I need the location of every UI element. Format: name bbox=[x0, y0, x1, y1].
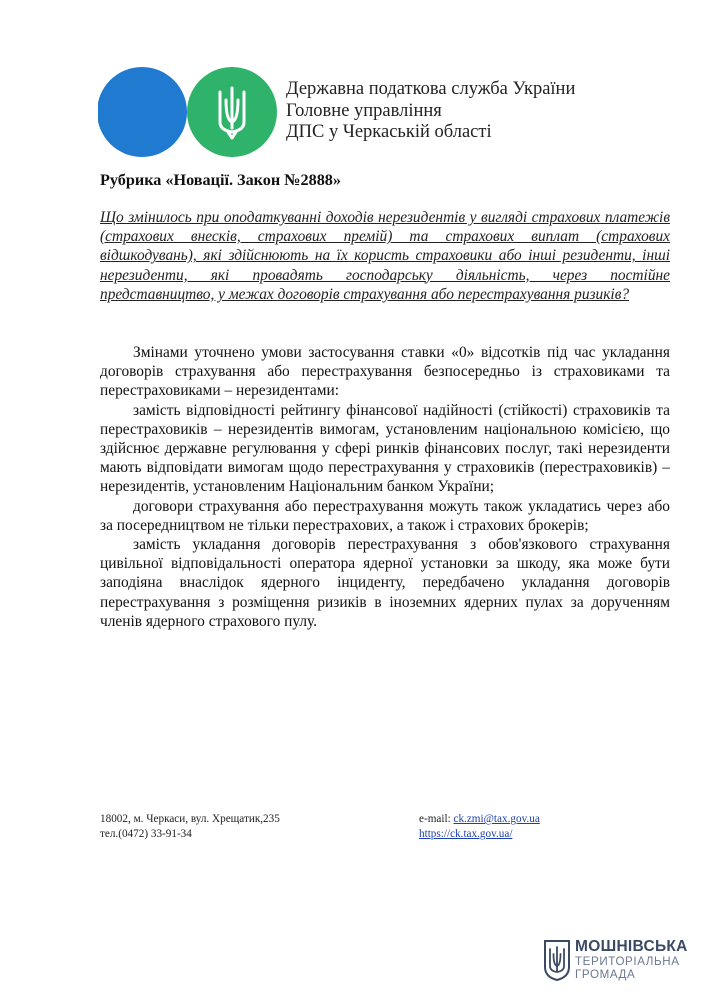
rubric-title: Рубрика «Новації. Закон №2888» bbox=[100, 171, 341, 189]
org-line: ДПС у Черкаській області bbox=[286, 122, 492, 142]
dps-logo bbox=[98, 66, 278, 158]
body-text bbox=[100, 343, 670, 631]
organization-name bbox=[286, 79, 575, 144]
footer-address: 18002, м. Черкаси, вул. Хрещатик,235 bbox=[100, 813, 280, 825]
footer-links bbox=[419, 812, 540, 842]
footer-contacts bbox=[100, 812, 280, 842]
email-link[interactable]: ck.zmi@tax.gov.ua bbox=[453, 813, 540, 825]
org-line: Головне управління bbox=[286, 100, 442, 121]
watermark-line1: МОШНІВСЬКА bbox=[575, 938, 688, 955]
body-paragraph: договори страхування або перестрахування можуть також укладатись через або за посередництвом не тільки перестрахових, а також і страхових брокерів; bbox=[100, 497, 670, 534]
watermark-line3: ГРОМАДА bbox=[575, 968, 636, 981]
footer-email-line bbox=[419, 812, 540, 827]
body-paragraph: замість укладання договорів перестрахування з обов'язкового страхування цивільної відповідальності оператора ядерної установки за шкоду, яка може бути заподіяна внаслідок ядерного інциденту, передбачено укладання договорів перестрахування з розміщення ризиків в іноземних ядерних пулах за дорученням членів ядерного страхового пулу. bbox=[100, 536, 670, 630]
body-paragraph: замість відповідності рейтингу фінансової надійності (стійкості) страховиків та перестраховиків – нерезидентів вимогам, установленим національною комісією, що здійснює державне регулювання у сфері ринків фінансових послуг, такі нерезиденти мають відповідати вимогам щодо перестрахування у страховиків (перестраховиків) – нерезидентів, установленим Національним банком України; bbox=[100, 401, 670, 496]
footer-phone: тел.(0472) 33-91-34 bbox=[100, 828, 192, 840]
community-watermark bbox=[543, 938, 688, 982]
coat-of-arms-icon bbox=[543, 939, 571, 981]
question-heading: Що змінилось при оподаткуванні доходів нерезидентів у вигляді страхових платежів (страхових внесків, страхових премій) та страхових виплат (страхових відшкодувань), які здійснюють на їх користь страховики або інші резиденти, інші нерезиденти, які провадять господарську діяльність, через постійне представництво, у межах договорів страхування або перестрахування ризиків? bbox=[100, 209, 670, 303]
watermark-line2: ТЕРИТОРІАЛЬНА bbox=[575, 955, 680, 968]
website-link[interactable]: https://ck.tax.gov.ua/ bbox=[419, 828, 513, 840]
org-line: Державна податкова служба України bbox=[286, 79, 576, 99]
email-label: e-mail: bbox=[419, 813, 454, 825]
body-paragraph: Змінами уточнено умови застосування ставки «0» відсотків під час укладання договорів страхування або перестрахування безпосередньо із страховиками та перестраховиками – нерезидентами: bbox=[100, 344, 670, 400]
